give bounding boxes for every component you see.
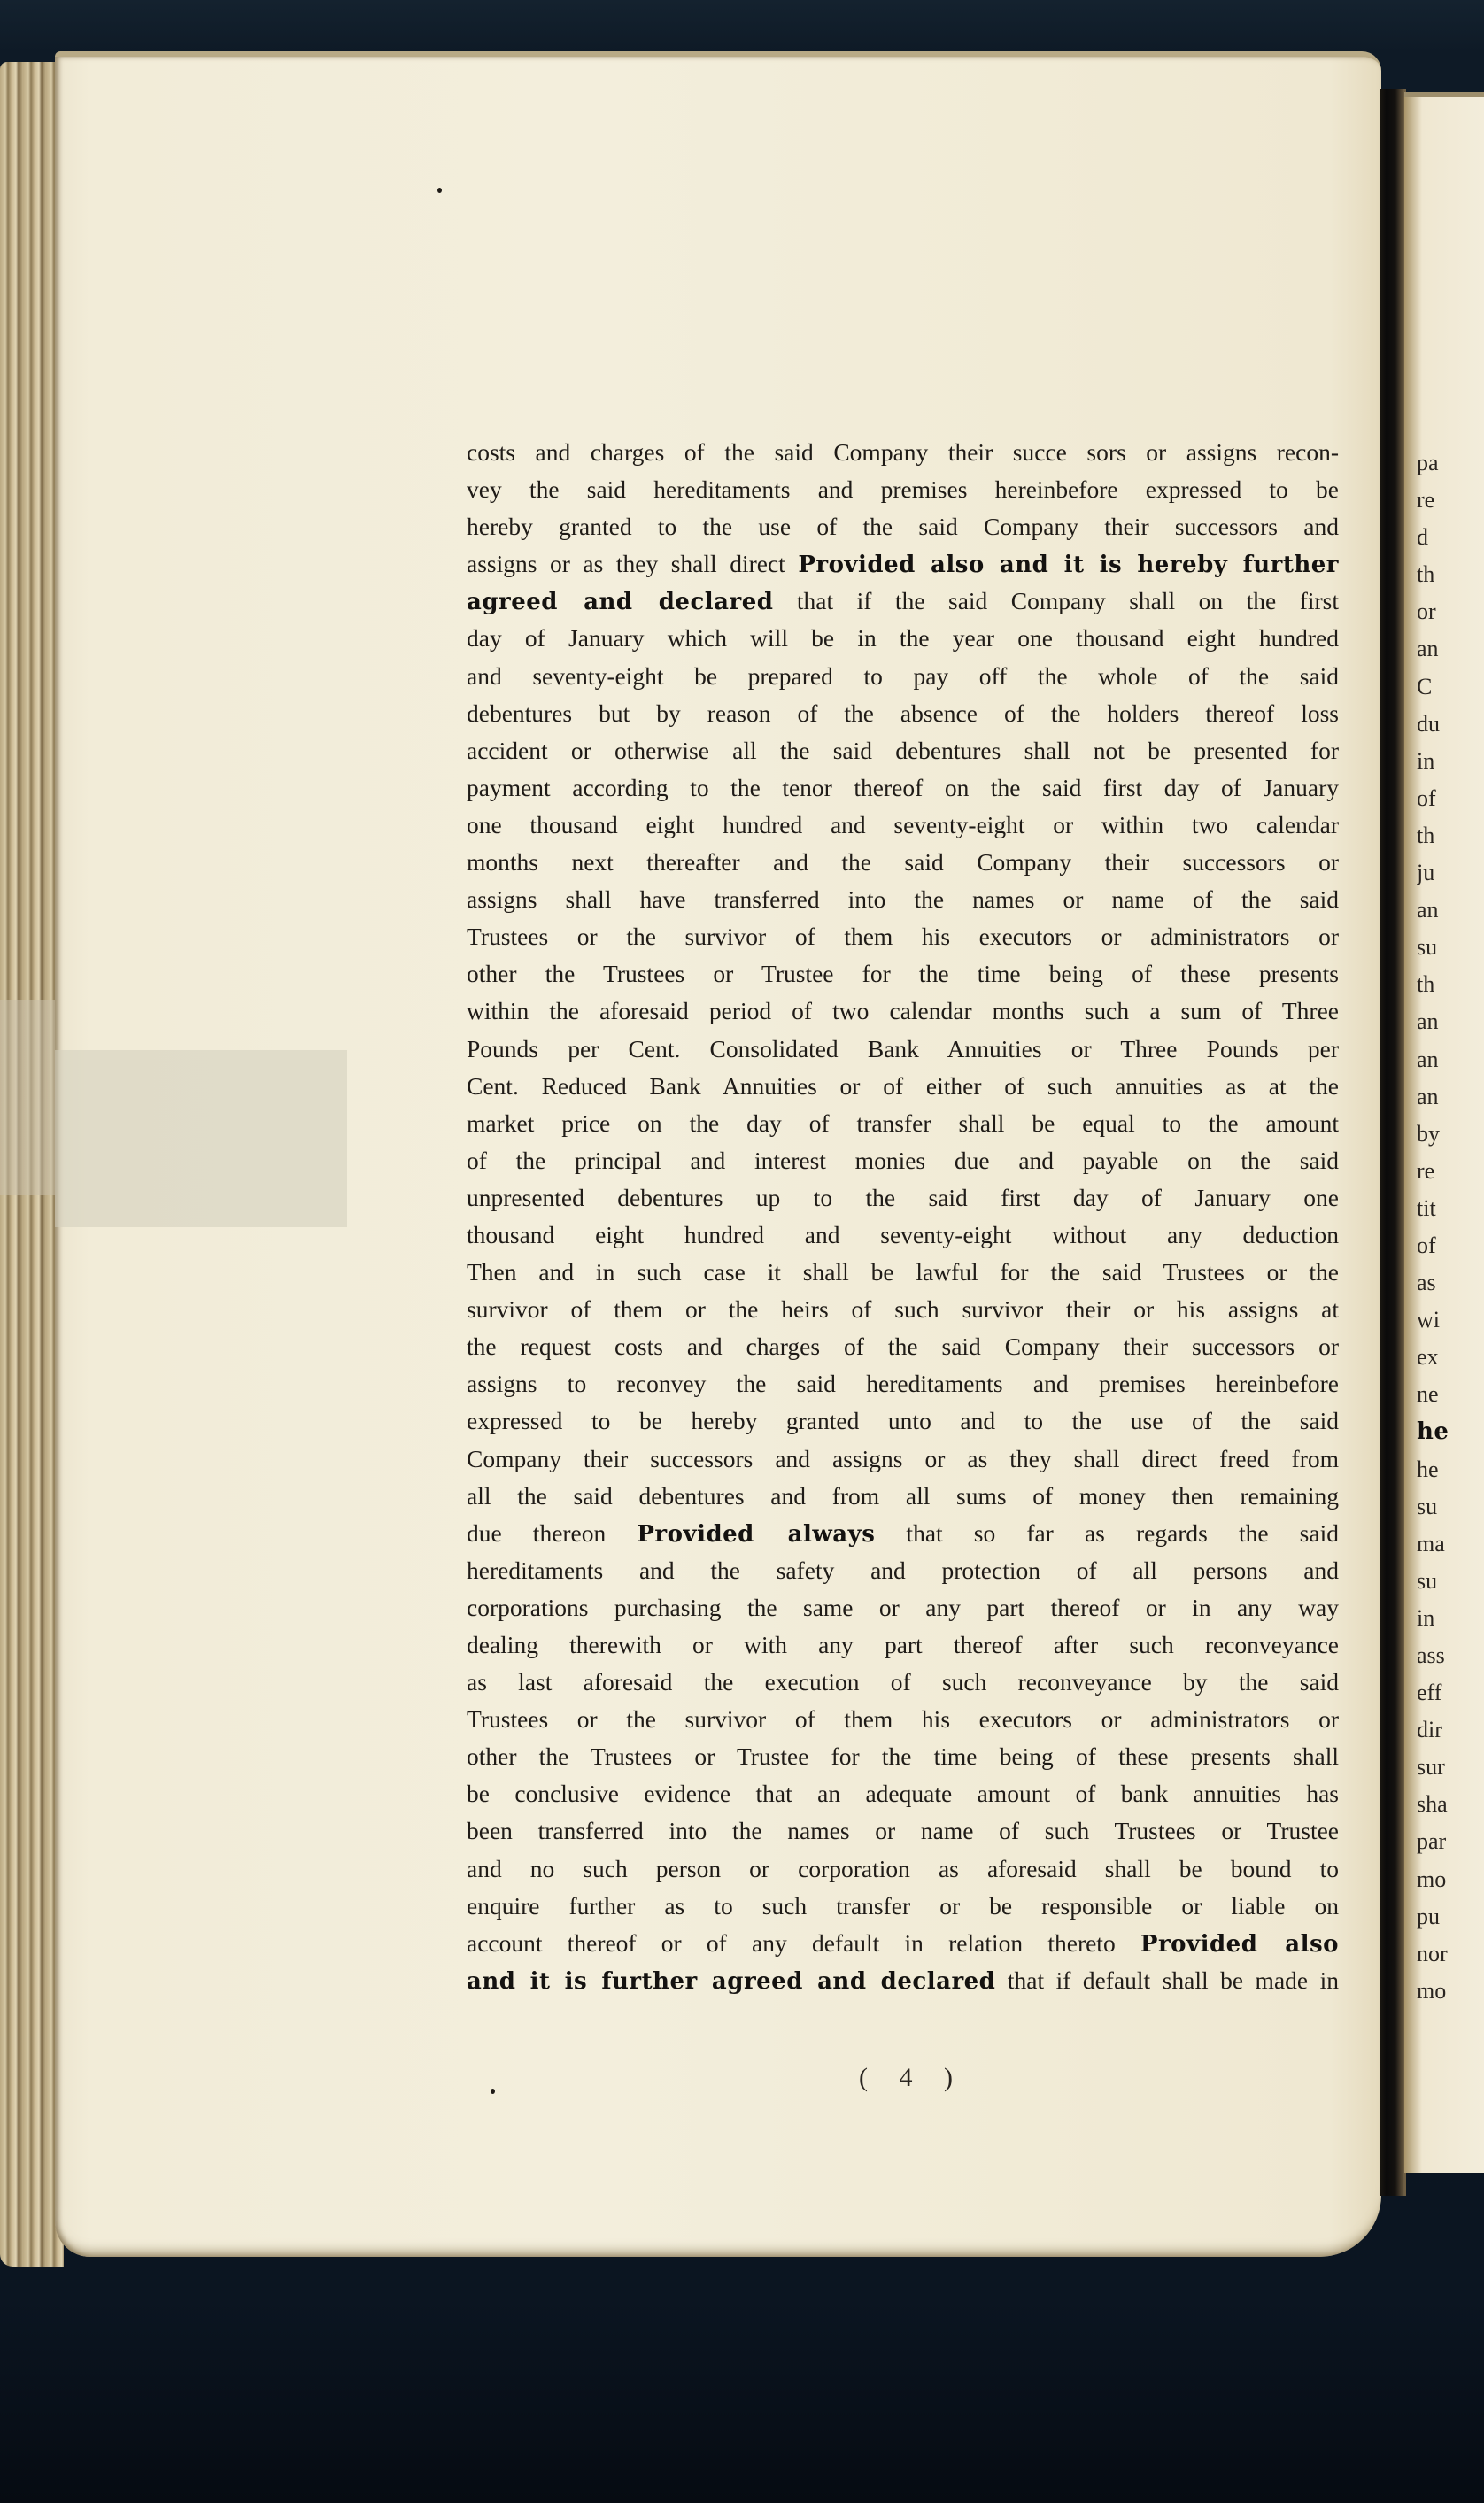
text-run: due thereon [467, 1518, 638, 1547]
text-run: payment according to the tenor thereof on the said first day of January [467, 773, 1339, 801]
text-run: that if the said Company shall on the first [773, 587, 1339, 615]
text-line [467, 1328, 1339, 1365]
tape-repair [55, 1050, 347, 1227]
document-body-text [467, 434, 1339, 1999]
facing-page-fragment: sha [1417, 1791, 1448, 1818]
text-line [467, 918, 1339, 955]
facing-page-fragment: he [1417, 1456, 1439, 1482]
text-line [467, 1179, 1339, 1217]
text-line [467, 955, 1339, 993]
text-line [467, 769, 1339, 807]
facing-page-fragment: ne [1417, 1381, 1439, 1408]
text-run: assigns or as they shall direct [467, 550, 799, 578]
facing-page-fragment: d [1417, 524, 1428, 551]
text-run: Company their successors and assigns or as they shall direct freed from [467, 1444, 1339, 1472]
facing-page-fragment: as [1417, 1270, 1436, 1296]
facing-page-fragment: mo [1417, 1977, 1447, 2004]
text-run: debentures but by reason of the absence of the holders thereof loss [467, 699, 1339, 727]
facing-page-fragment: ju [1417, 860, 1435, 886]
text-line [467, 1142, 1339, 1179]
text-run: as last aforesaid the execution of such reconveyance by the said [467, 1668, 1339, 1696]
facing-page-fragment: nor [1417, 1940, 1448, 1966]
text-line [467, 732, 1339, 769]
facing-page-fragment: an [1417, 636, 1439, 662]
text-run: Cent. Reduced Bank Annuities or of either of such annuities as at the [467, 1071, 1339, 1100]
text-run: and seventy-eight be prepared to pay off the whole of the said [467, 661, 1339, 690]
text-line [467, 1701, 1339, 1738]
text-line [467, 545, 1339, 583]
blackletter-phrase: Provided always [637, 1520, 876, 1548]
text-line [467, 583, 1339, 620]
text-run: all the said debentures and from all sums of money then remaining [467, 1481, 1339, 1510]
text-line [467, 1365, 1339, 1402]
text-run: dealing therewith or with any part thereof after such reconveyance [467, 1631, 1339, 1658]
facing-page-fragment: in [1417, 1604, 1435, 1631]
ink-speck [437, 188, 442, 193]
text-run: assigns to reconvey the said hereditaments and premises hereinbefore [467, 1370, 1339, 1398]
facing-page-fragment: wi [1417, 1307, 1440, 1333]
facing-page-fragment: re [1417, 1157, 1435, 1184]
facing-page-fragment: th [1417, 561, 1435, 588]
facing-page-fragment: sur [1417, 1754, 1445, 1781]
facing-page-fragment: an [1417, 1008, 1439, 1035]
text-line [467, 1775, 1339, 1812]
facing-page-fragment: C [1417, 673, 1433, 699]
text-line [467, 1925, 1339, 1962]
text-run: thousand eight hundred and seventy-eight without any deduction [467, 1220, 1339, 1248]
blackletter-phrase: Provided also [1140, 1930, 1339, 1958]
text-run: Trustees or the survivor of them his executors or administrators or [467, 923, 1339, 951]
text-run: costs and charges of the said Company their succe sors or assigns recon- [467, 438, 1339, 466]
facing-page-fragment: an [1417, 1083, 1439, 1109]
text-run: been transferred into the names or name of such Trustees or Trustee [467, 1817, 1339, 1845]
facing-page-fragment: pu [1417, 1903, 1440, 1929]
facing-page-fragment: an [1417, 1046, 1439, 1072]
text-run: enquire further as to such transfer or be responsible or liable on [467, 1891, 1339, 1920]
text-line [467, 1664, 1339, 1701]
text-run: Then and in such case it shall be lawful for the said Trustees or the [467, 1258, 1339, 1286]
text-run: months next thereafter and the said Company their successors or [467, 848, 1339, 877]
text-line [467, 658, 1339, 695]
text-line [467, 1105, 1339, 1142]
text-line [467, 881, 1339, 918]
facing-page-fragment: du [1417, 710, 1440, 737]
text-run: that so far as regards the said [875, 1518, 1339, 1547]
text-line [467, 1291, 1339, 1328]
text-line [467, 1478, 1339, 1515]
text-run: other the Trustees or Trustee for the time being of these presents [467, 960, 1339, 988]
page-number: ( 4 ) [859, 2063, 965, 2092]
facing-page-fragment: ex [1417, 1344, 1439, 1371]
text-line [467, 1888, 1339, 1925]
text-run: that if default shall be made in [995, 1966, 1339, 1994]
text-line [467, 1402, 1339, 1440]
text-line [467, 471, 1339, 508]
text-run: one thousand eight hundred and seventy-eight or within two calendar [467, 810, 1339, 838]
text-run: accident or otherwise all the said debentures shall not be presented for [467, 736, 1339, 764]
text-line [467, 844, 1339, 881]
text-line [467, 695, 1339, 732]
facing-page-fragment: pa [1417, 450, 1439, 475]
text-run: hereditaments and the safety and protection of all persons and [467, 1556, 1339, 1584]
text-run: of the principal and interest monies due and payable on the said [467, 1146, 1339, 1174]
text-line [467, 1850, 1339, 1888]
text-line [467, 993, 1339, 1030]
text-run: Pounds per Cent. Consolidated Bank Annuities or Three Pounds per [467, 1034, 1339, 1062]
text-run: within the aforesaid period of two calendar months such a sum of Three [467, 997, 1339, 1025]
facing-page-fragment: su [1417, 1493, 1438, 1519]
blackletter-phrase: agreed and declared [467, 589, 774, 616]
text-run: corporations purchasing the same or any part thereof or in any way [467, 1593, 1339, 1621]
facing-page-fragment: th [1417, 971, 1435, 998]
text-run: vey the said hereditaments and premises hereinbefore expressed to be [467, 475, 1339, 504]
text-line [467, 1515, 1339, 1552]
text-run: market price on the day of transfer shall be equal to the amount [467, 1109, 1339, 1137]
text-run: unpresented debentures up to the said first day of January one [467, 1183, 1339, 1211]
facing-page-fragment: tit [1417, 1194, 1436, 1221]
facing-page-fragment: re [1417, 487, 1435, 514]
text-line [467, 1812, 1339, 1850]
text-line [467, 1962, 1339, 1999]
text-line [467, 1254, 1339, 1291]
text-run: assigns shall have transferred into the names or name of the said [467, 885, 1339, 914]
text-line [467, 1441, 1339, 1478]
facing-page-fragment: ma [1417, 1530, 1445, 1557]
text-line [467, 1589, 1339, 1626]
text-line [467, 1738, 1339, 1775]
facing-page-fragment: su [1417, 934, 1438, 961]
text-line [467, 1217, 1339, 1254]
facing-page-fragment: ass [1417, 1642, 1445, 1668]
text-run: be conclusive evidence that an adequate amount of bank annuities has [467, 1780, 1339, 1808]
text-line [467, 1626, 1339, 1664]
ink-speck [491, 2089, 495, 2094]
text-line [467, 620, 1339, 657]
text-run: and no such person or corporation as aforesaid shall be bound to [467, 1854, 1339, 1882]
facing-page-fragment: in [1417, 747, 1435, 774]
facing-page-fragment: par [1417, 1828, 1447, 1855]
text-run: the request costs and charges of the said Company their successors or [467, 1333, 1339, 1361]
facing-page-fragment: eff [1417, 1680, 1442, 1706]
facing-page-fragment: mo [1417, 1866, 1447, 1892]
text-line [467, 434, 1339, 471]
blackletter-phrase: and it is further agreed and declared [467, 1967, 996, 1995]
text-run: other the Trustees or Trustee for the time being of these presents shall [467, 1742, 1339, 1771]
facing-page-fragment: of [1417, 1232, 1436, 1258]
facing-page-fragment: su [1417, 1567, 1438, 1594]
facing-page-text [1417, 444, 1484, 2010]
facing-page-fragment: th [1417, 822, 1435, 848]
facing-page-fragment: or [1417, 599, 1436, 625]
text-line [467, 807, 1339, 844]
blackletter-phrase: Provided also and it is hereby further [798, 552, 1340, 579]
text-line [467, 1031, 1339, 1068]
text-run: expressed to be hereby granted unto and to the use of the said [467, 1407, 1339, 1435]
text-run: survivor of them or the heirs of such survivor their or his assigns at [467, 1295, 1339, 1324]
text-line [467, 1068, 1339, 1105]
facing-page-fragment: he [1417, 1418, 1449, 1446]
text-run: day of January which will be in the year one thousand eight hundred [467, 624, 1339, 653]
facing-page-fragment: an [1417, 897, 1439, 923]
book-gutter [1380, 89, 1406, 2196]
text-run: hereby granted to the use of the said Company their successors and [467, 513, 1339, 541]
text-line [467, 1552, 1339, 1589]
facing-page-fragment: of [1417, 784, 1436, 811]
text-line [467, 508, 1339, 545]
facing-page-fragment: by [1417, 1120, 1440, 1147]
facing-page-fragment: dir [1417, 1717, 1442, 1743]
text-run: Trustees or the survivor of them his executors or administrators or [467, 1705, 1339, 1734]
text-run: account thereof or of any default in relation thereto [467, 1928, 1140, 1957]
